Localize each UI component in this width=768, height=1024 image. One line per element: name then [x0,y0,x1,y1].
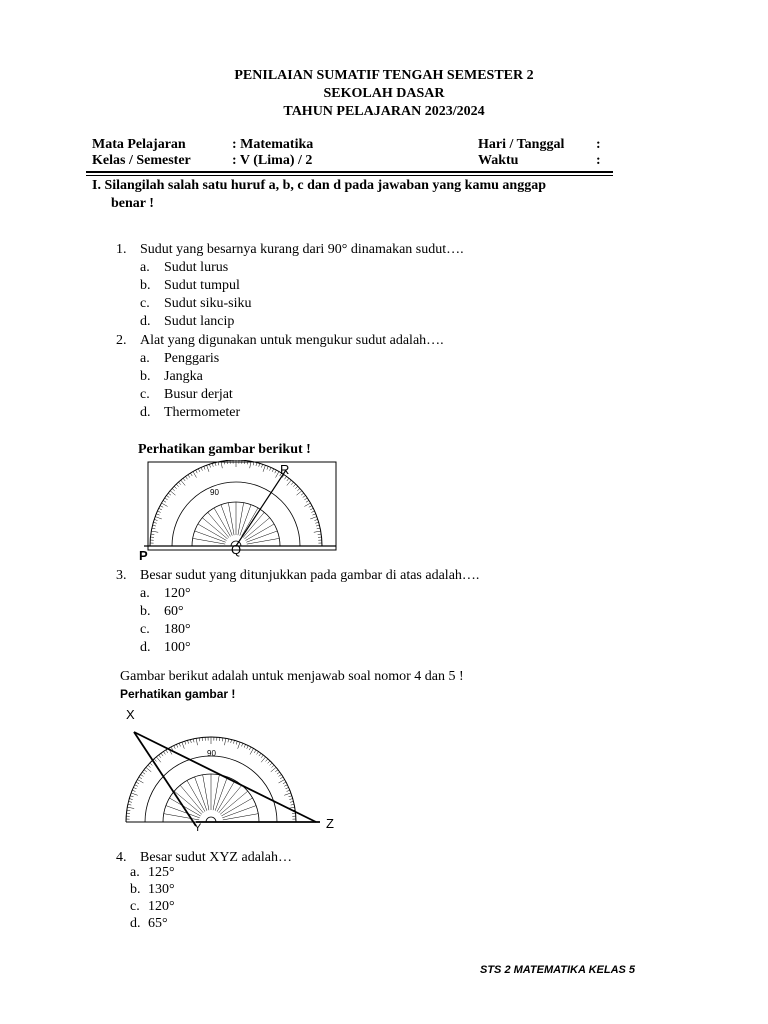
protractor-spoke [228,503,234,535]
protractor-spoke [198,524,227,541]
protractor-spoke [223,814,258,820]
protractor-tick [176,744,177,747]
academic-year: TAHUN PELAJARAN 2023/2024 [283,104,485,119]
q3-option-a[interactable] [140,586,191,602]
protractor-tick [314,519,317,520]
option-letter: c. [140,387,150,402]
option-text: 100° [164,640,191,655]
option-text: Thermometer [164,405,241,420]
option-letter: c. [140,622,150,637]
label-r: R [280,462,290,477]
protractor-tick [310,508,313,510]
exam-title: PENILAIAN SUMATIF TENGAH SEMESTER 2 [234,68,534,83]
protractor-tick [272,765,275,767]
protractor-tick [185,476,187,479]
question-2 [116,333,444,349]
protractor-tick [137,780,143,784]
option-letter: d. [140,405,151,420]
question-text: Besar sudut XYZ adalah… [140,850,293,865]
protractor-tick [261,464,262,467]
option-text: 180° [164,622,191,637]
class-value: : V (Lima) / 2 [232,153,313,168]
protractor-spoke [164,814,199,820]
protractor-tick [279,780,285,784]
protractor-tick [284,793,291,795]
protractor-tick [289,799,292,800]
q1-option-d[interactable] [140,314,234,330]
protractor-tick [276,472,280,478]
protractor-spoke [242,508,259,537]
protractor-tick [131,793,138,795]
protractor-tick [287,478,289,481]
protractor-spoke [195,531,226,542]
protractor-tick [165,498,168,500]
protractor-tick [156,757,160,762]
protractor-tick [316,525,319,526]
protractor-tick [209,464,210,467]
protractor-tick [130,796,133,797]
protractor-tick [272,469,274,472]
protractor-tick [275,770,278,772]
option-text: Sudut lancip [164,314,235,329]
protractor-tick [148,765,151,767]
question-4 [116,850,292,866]
option-letter: c. [140,296,150,311]
protractor-tick [301,493,304,495]
protractor-tick [166,495,169,497]
protractor-tick [204,466,205,469]
q4-option-c[interactable] [130,899,175,915]
protractor-tick [275,470,277,473]
protractor-tick [259,463,260,466]
protractor-tick [256,463,257,466]
figure2-intro: Gambar berikut adalah untuk menjawab soal nomor 4 dan 5 ! [120,669,464,684]
scale-mark-90: 90 [207,749,216,758]
instruction-line2: benar ! [111,196,154,211]
protractor-tick [263,465,265,472]
protractor-figure-1 [136,460,346,564]
protractor-tick [163,752,165,755]
protractor-tick [190,740,191,743]
protractor-tick [314,531,321,532]
label-p: P [139,548,148,563]
protractor-tick [183,478,185,481]
protractor-spoke [213,775,219,810]
protractor-tick [233,740,234,743]
protractor-tick [249,747,251,750]
protractor-spoke [246,531,277,542]
option-letter: b. [140,369,151,384]
protractor-tick [242,743,243,746]
protractor-tick [196,738,197,745]
label-y: Y [194,822,202,834]
protractor-spoke [195,777,207,811]
protractor-1 [150,460,322,546]
question-text: Alat yang digunakan untuk mengukur sudut adalah…. [140,333,444,348]
question-number: 3. [116,568,127,583]
protractor-tick [176,484,178,487]
protractor-tick [280,777,283,779]
protractor-tick [285,787,288,788]
option-letter: a. [140,586,150,601]
protractor-tick [317,528,320,529]
protractor-tick [181,480,185,485]
day-label: Hari / Tanggal [478,137,565,152]
q2-option-c[interactable] [140,387,233,403]
option-letter: d. [140,314,151,329]
protractor-tick [315,522,318,523]
protractor-tick [207,465,209,472]
protractor-tick [311,511,314,512]
protractor-tick [309,506,312,508]
option-text: 130° [148,882,175,897]
protractor-spoke [246,524,275,541]
header-rule-thin [86,175,613,176]
protractor-spoke [187,780,205,811]
option-letter: d. [130,916,141,931]
protractor-tick [297,488,300,490]
protractor-tick [284,785,287,787]
subject-value: : Matematika [232,137,314,152]
time-label: Waktu [478,153,519,168]
protractor-tick [236,741,237,744]
day-value: : [596,137,601,152]
protractor-tick [129,801,132,802]
option-letter: c. [130,899,140,914]
protractor-tick [159,755,161,758]
protractor-tick [261,755,263,758]
protractor-tick [277,772,280,774]
protractor-tick [146,767,151,771]
protractor-tick [128,804,131,805]
protractor-tick [157,511,160,512]
protractor-tick [283,782,286,784]
protractor-tick [139,777,142,779]
protractor-tick [270,763,273,765]
option-letter: d. [140,640,151,655]
protractor-tick [270,467,271,470]
protractor-tick [295,486,298,488]
option-letter: a. [140,260,150,275]
protractor-tick [287,480,291,485]
protractor-spoke [169,798,200,816]
ray-yx [134,732,196,826]
option-text: Sudut tumpul [164,278,240,293]
protractor-tick [155,517,162,519]
protractor-tick [161,753,163,756]
q1-option-a[interactable] [140,260,228,276]
protractor-tick [144,770,147,772]
protractor-tick [174,486,177,488]
protractor-tick [163,500,166,502]
protractor-tick [312,514,315,515]
question-text: Sudut yang besarnya kurang dari 90° dinamakan sudut…. [140,242,464,257]
option-text: 60° [164,604,184,619]
protractor-tick [293,484,295,487]
protractor-tick [228,739,229,742]
q3-option-b[interactable] [140,604,184,620]
question-3 [116,568,479,584]
protractor-tick [166,750,168,753]
option-letter: b. [130,882,141,897]
q2-option-a[interactable] [140,351,219,367]
protractor-tick [306,500,309,502]
protractor-tick [142,772,145,774]
section-instruction [92,177,612,195]
protractor-tick [287,790,290,791]
protractor-tick [132,790,135,791]
protractor-tick [153,522,156,523]
protractor-tick [150,763,153,765]
protractor-tick [174,746,176,749]
protractor-spoke [203,775,209,810]
protractor-tick [151,531,158,532]
protractor-tick [271,767,276,771]
option-text: 120° [164,586,191,601]
protractor-spoke [214,508,231,537]
protractor-spoke [238,503,244,535]
option-text: 65° [148,916,168,931]
protractor-figure-2 [116,704,346,834]
protractor-tick [141,774,144,776]
protractor-tick [179,743,180,746]
protractor-tick [289,796,292,797]
protractor-tick [225,738,226,745]
protractor-tick [178,482,180,485]
protractor-tick [297,491,302,495]
protractor-tick [257,752,259,755]
protractor-tick [160,506,163,508]
option-letter: b. [140,278,151,293]
q1-option-b[interactable] [140,278,240,294]
scale-mark-90: 90 [210,488,219,497]
label-z: Z [326,816,334,831]
instruction-line1: Silangilah salah satu huruf a, b, c dan d pada jawaban yang kamu anggap [104,178,546,193]
protractor-spoke [247,538,279,544]
protractor-tick [190,473,192,476]
protractor-spoke [217,780,235,811]
protractor-tick [238,742,240,749]
school-level: SEKOLAH DASAR [323,86,445,101]
protractor-tick [162,503,168,507]
protractor-tick [154,519,157,520]
protractor-tick [231,740,232,743]
protractor-tick [304,503,310,507]
protractor-tick [201,467,202,470]
segment-xz [134,732,316,822]
option-text: Sudut siku-siku [164,296,252,311]
protractor-tick [291,482,293,485]
protractor-tick [188,475,190,478]
protractor-tick [261,757,265,762]
protractor-tick [136,782,139,784]
protractor-tick [159,508,162,510]
time-value: : [596,153,601,168]
protractor-tick [182,742,184,749]
option-text: Penggaris [164,351,220,366]
protractor-tick [129,799,132,800]
protractor-tick [196,470,198,473]
protractor-tick [154,759,156,762]
q4-option-d[interactable] [130,916,168,932]
protractor-tick [259,753,261,756]
q1-option-c[interactable] [140,296,252,312]
option-text: Busur derjat [164,387,233,402]
section-number: I. [92,178,101,193]
protractor-tick [153,525,156,526]
option-text: Jangka [164,369,203,384]
question-number: 4. [116,850,127,865]
protractor-tick [156,514,159,515]
protractor-tick [212,463,213,466]
protractor-tick [268,761,270,764]
class-label: Kelas / Semester [92,153,191,168]
protractor-tick [267,466,268,469]
subject-label: Mata Pelajaran [92,137,186,152]
protractor-tick [133,787,136,788]
question-number: 2. [116,333,127,348]
protractor-tick [303,495,306,497]
option-letter: a. [140,351,150,366]
protractor-tick [215,463,216,466]
protractor-tick [244,744,245,747]
protractor-tick [247,746,249,749]
protractor-tick [290,801,293,802]
protractor-spoke [215,777,227,811]
protractor-tick [304,498,307,500]
protractor-tick [170,491,175,495]
figure1-caption: Perhatikan gambar berikut ! [138,442,311,457]
q4-option-a[interactable] [130,865,175,881]
protractor-tick [250,748,254,754]
option-letter: b. [140,604,151,619]
option-text: 125° [148,865,175,880]
q3-option-c[interactable] [140,622,191,638]
protractor-tick [254,750,256,753]
protractor-tick [193,739,194,742]
figure2-caption: Perhatikan gambar ! [120,687,236,701]
protractor-spoke [193,538,225,544]
question-number: 1. [116,242,127,257]
protractor-tick [185,741,186,744]
question-text: Besar sudut yang ditunjukkan pada gambar di atas adalah…. [140,568,480,583]
q2-option-d[interactable] [140,405,240,421]
label-x: X [126,707,135,722]
protractor-tick [127,807,134,808]
protractor-tick [198,469,200,472]
protractor-tick [279,774,282,776]
footer-label: STS 2 MATEMATIKA KELAS 5 [480,964,636,976]
protractor-tick [172,488,175,490]
protractor-tick [193,472,197,478]
protractor-spoke [221,798,252,816]
protractor-tick [188,740,189,743]
protractor-tick [152,528,155,529]
protractor-tick [168,493,171,495]
protractor-spoke [222,806,256,818]
option-letter: a. [130,865,140,880]
label-q: Q [231,542,242,557]
option-text: 120° [148,899,175,914]
protractor-tick [135,785,138,787]
question-1 [116,242,464,258]
q3-option-d[interactable] [140,640,191,656]
protractor-tick [310,517,317,519]
protractor-tick [266,759,268,762]
protractor-tick [291,804,294,805]
option-text: Sudut lurus [164,260,229,275]
protractor-spoke [221,505,232,536]
q4-option-b[interactable] [130,882,175,898]
header-rule-thick [86,171,613,173]
q2-option-b[interactable] [140,369,203,385]
